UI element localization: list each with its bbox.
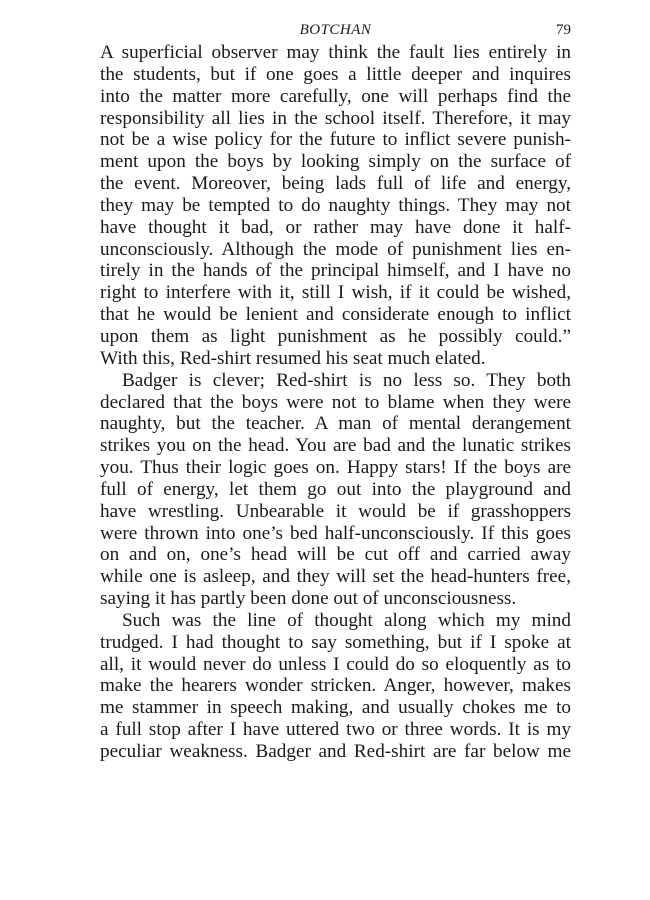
text-line: naughty, but the teacher. A man of mental derangement — [100, 413, 571, 435]
text-line: you. Thus their logic goes on. Happy stars! If the boys are — [100, 457, 571, 479]
paragraph-1 — [100, 42, 571, 370]
text-line: full of energy, let them go out into the playground and — [100, 478, 571, 500]
text-line: tirely in the hands of the principal himself, and I have no — [100, 260, 571, 282]
text-line: on and on, one’s head will be cut off and carried away — [100, 544, 571, 566]
text-line: responsibility all lies in the school itself. Therefore, it may — [100, 107, 571, 129]
text-line: not be a wise policy for the future to inflict severe punish- — [100, 129, 571, 151]
text-line: me stammer in speech making, and usually chokes me to — [100, 697, 571, 719]
text-line: have thought it bad, or rather may have done it half- — [100, 216, 571, 238]
text-line: A superficial observer may think the fault lies entirely in — [100, 42, 571, 63]
text-line: right to interfere with it, still I wish, if it could be wished, — [100, 282, 571, 304]
paragraph-2 — [100, 370, 571, 610]
text-line: Badger is clever; Red-shirt is no less so. They both — [122, 369, 571, 391]
text-line: the students, but if one goes a little deeper and inquires — [100, 63, 571, 85]
book-title: BOTCHAN — [299, 22, 372, 38]
text-line: ment upon the boys by looking simply on the surface of — [100, 151, 571, 173]
text-line: trudged. I had thought to say something, but if I spoke at — [100, 631, 571, 653]
text-line: unconsciously. Although the mode of punishment lies en- — [100, 238, 571, 260]
text-line: were thrown into one’s bed half-unconsciously. If this goes — [100, 522, 571, 544]
page-number: 79 — [556, 22, 571, 38]
text-line: all, it would never do unless I could do so eloquently as to — [100, 653, 571, 675]
text-line: that he would be lenient and considerate enough to inflict — [100, 304, 571, 326]
text-line: have wrestling. Unbearable it would be if grasshoppers — [100, 500, 571, 522]
text-line: With this, Red-shirt resumed his seat much elated. — [100, 347, 486, 369]
text-line: the event. Moreover, being lads full of life and energy, — [100, 173, 571, 195]
text-line: make the hearers wonder stricken. Anger, however, makes — [100, 675, 571, 697]
text-line: declared that the boys were not to blame when they were — [100, 391, 571, 413]
text-line: upon them as light punishment as he possibly could.” — [100, 325, 571, 347]
body-text — [100, 42, 571, 763]
text-line: Such was the line of thought along which my mind — [122, 609, 571, 631]
text-line: a full stop after I have uttered two or three words. It is my — [100, 719, 571, 741]
text-line: while one is asleep, and they will set the head-hunters free, — [100, 566, 571, 588]
paragraph-3 — [100, 610, 571, 763]
running-head — [100, 18, 571, 42]
text-line: saying it has partly been done out of unconsciousness. — [100, 588, 517, 610]
text-line: they may be tempted to do naughty things. They may not — [100, 194, 571, 216]
text-line: into the matter more carefully, one will perhaps find the — [100, 85, 571, 107]
book-page — [100, 18, 571, 763]
text-line: strikes you on the head. You are bad and the lunatic strikes — [100, 435, 571, 457]
text-line: peculiar weakness. Badger and Red-shirt are far below me — [100, 741, 571, 762]
